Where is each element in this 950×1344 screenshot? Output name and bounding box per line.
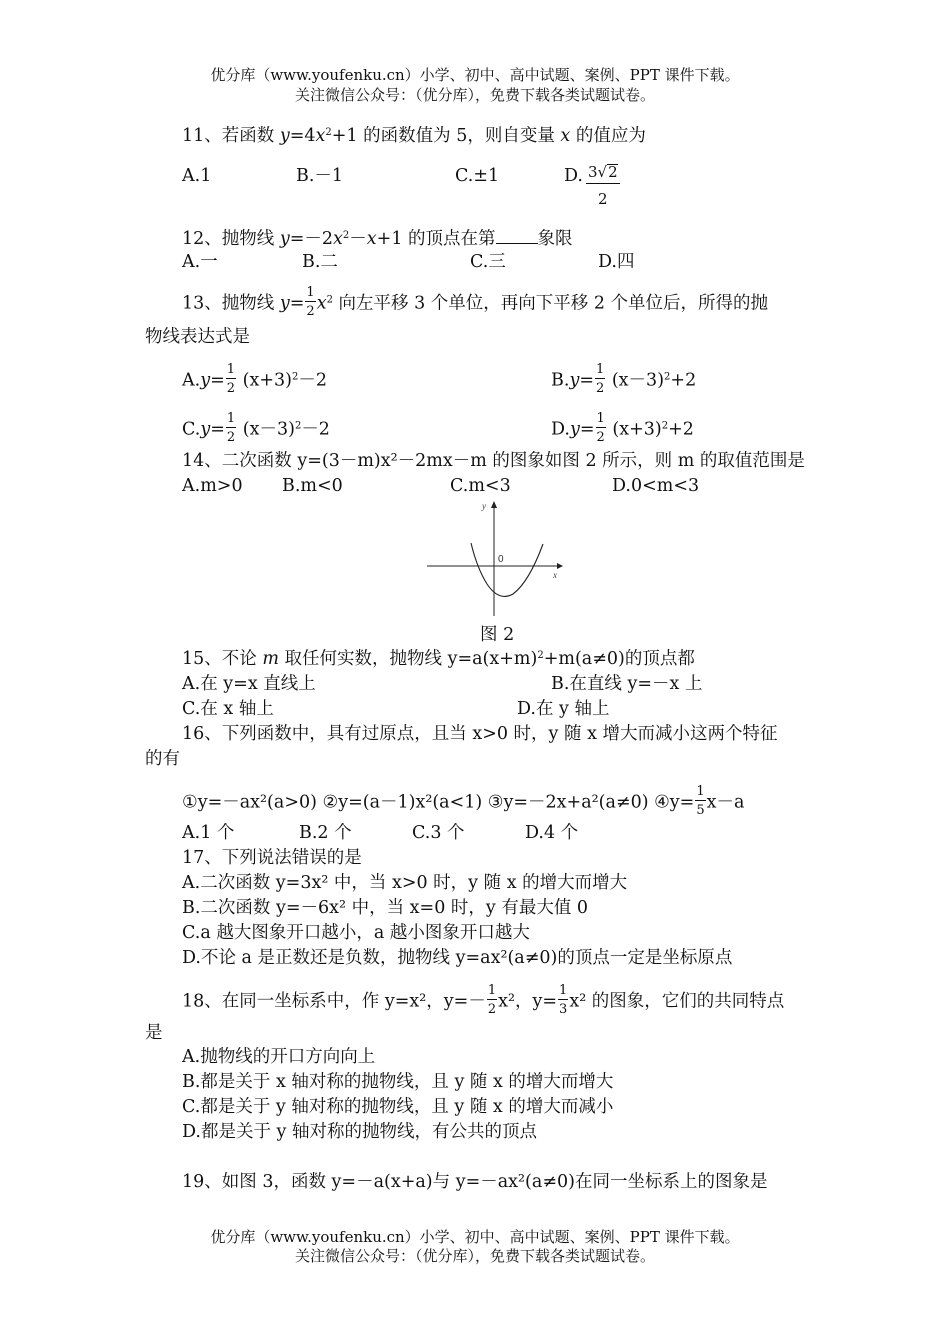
q16-stem: 16、下列函数中，具有过原点，且当 x>0 时，y 随 x 增大而减小这两个特征 bbox=[182, 724, 778, 744]
q15-stem: 15、不论 m 取任何实数，抛物线 $y=a(x+m)^2+m(a\ne 0)$的顶点都 bbox=[182, 649, 695, 669]
q13-option-c: C.y= $\frac{1}{2}$ $(x-3)^2-2$ bbox=[182, 411, 330, 445]
q14-option-d: D.0<m<3 bbox=[612, 476, 700, 496]
q16-stem-line-2: 的有 bbox=[145, 749, 180, 769]
q12-option-d: D.四 bbox=[598, 252, 635, 272]
q18-option-a: A.抛物线的开口方向向上 bbox=[182, 1047, 376, 1067]
q17-option-d: D.不论 a 是正数还是负数，抛物线 y=ax²(a≠0)的顶点一定是坐标原点 bbox=[182, 948, 733, 968]
origin-label: 0 bbox=[498, 554, 504, 565]
x-axis-arrow bbox=[557, 563, 563, 569]
q12-option-c: C.三 bbox=[470, 252, 506, 272]
q16-option-a: A.1 个 bbox=[182, 823, 235, 843]
q14-option-b: B.m<0 bbox=[282, 476, 343, 496]
q14-stem: 14、二次函数 y=(3－m)x²－2mx－m 的图象如图 2 所示，则 m 的取值范围是 bbox=[182, 451, 805, 471]
q15-option-b: B.在直线 y=－x 上 bbox=[551, 674, 703, 694]
q11-stem: 11、若函数 $y=4x^2+1$ 的函数值为 5，则自变量 x 的值应为 bbox=[182, 126, 646, 146]
q16-option-d: D.4 个 bbox=[525, 823, 579, 843]
q18-stem: 18、在同一坐标系中，作 y=x²，y=－ $\frac{1}{2}$ x²，y= $\frac{1}{3}$ x² 的图象，它们的共同特点 bbox=[182, 983, 785, 1017]
figure-2-caption: 图 2 bbox=[480, 625, 515, 645]
q17-option-c: C.a 越大图象开口越小，a 越小图象开口越大 bbox=[182, 923, 530, 943]
parabola-curve bbox=[471, 543, 543, 596]
axis-label-x: x bbox=[553, 570, 557, 580]
q13-option-a: A.y= $\frac{1}{2}$ $(x+3)^2-2$ bbox=[182, 362, 327, 396]
y-axis-arrow bbox=[491, 501, 497, 508]
q11-option-d: D. bbox=[564, 166, 583, 186]
q12-option-b: B.二 bbox=[302, 252, 338, 272]
q11-option-a: A.1 bbox=[182, 166, 212, 186]
q18-option-c: C.都是关于 y 轴对称的抛物线，且 y 随 x 的增大而减小 bbox=[182, 1097, 614, 1117]
q15-option-c: C.在 x 轴上 bbox=[182, 699, 274, 719]
figure-2-graph bbox=[425, 498, 565, 620]
q12-option-a: A.一 bbox=[182, 252, 218, 272]
page-header-line-1: 优分库（www.youfenku.cn）小学、初中、高中试题、案例、PPT 课件下载。 bbox=[210, 66, 740, 84]
q16-option-c: C.3 个 bbox=[412, 823, 465, 843]
q11-option-b: B.－1 bbox=[296, 166, 344, 186]
q13-stem: 13、抛物线 y= $\frac{1}{2}$ $x^2$ 向左平移 3 个单位，再向下平移 2 个单位后，所得的抛 bbox=[182, 285, 769, 319]
q17-option-b: B.二次函数 y=－6x² 中，当 x=0 时，y 有最大值 0 bbox=[182, 898, 589, 918]
q14-option-c: C.m<3 bbox=[450, 476, 511, 496]
q14-option-a: A.m>0 bbox=[182, 476, 243, 496]
q11-option-d-fraction: 3√2 2 bbox=[588, 163, 618, 208]
axis-label-y: y bbox=[482, 501, 486, 511]
page-header-line-2: 关注微信公众号：（优分库），免费下载各类试题试卷。 bbox=[294, 86, 655, 104]
q19-stem: 19、如图 3，函数 y=－a(x+a)与 y=－ax²(a≠0)在同一坐标系上的图象是 bbox=[182, 1172, 768, 1192]
q15-option-d: D.在 y 轴上 bbox=[517, 699, 610, 719]
q17-option-a: A.二次函数 y=3x² 中，当 x>0 时，y 随 x 的增大而增大 bbox=[182, 873, 628, 893]
q16-option-b: B.2 个 bbox=[299, 823, 352, 843]
q16-choices: ①y=－ax²(a>0) ②y=(a－1)x²(a<1) ③y=－2x+a²(a≠0) ④y= $\frac{1}{5}$ x－a bbox=[182, 784, 745, 818]
page-footer-line-2: 关注微信公众号：（优分库），免费下载各类试题试卷。 bbox=[294, 1247, 655, 1265]
q15-option-a: A.在 y=x 直线上 bbox=[182, 674, 316, 694]
q18-stem-line-2: 是 bbox=[145, 1023, 163, 1043]
q13-option-d: D.y= $\frac{1}{2}$ $(x+3)^2+2$ bbox=[551, 411, 694, 445]
q11-option-c: C.±1 bbox=[455, 166, 500, 186]
q18-option-d: D.都是关于 y 轴对称的抛物线，有公共的顶点 bbox=[182, 1122, 537, 1142]
q17-stem: 17、下列说法错误的是 bbox=[182, 848, 362, 868]
q18-option-b: B.都是关于 x 轴对称的抛物线，且 y 随 x 的增大而增大 bbox=[182, 1072, 614, 1092]
answer-blank bbox=[496, 229, 538, 244]
q13-stem-line-2: 物线表达式是 bbox=[145, 327, 250, 347]
q13-option-b: B.y= $\frac{1}{2}$ $(x-3)^2+2$ bbox=[551, 362, 697, 396]
q12-stem: 12、抛物线 $y=-2x^2-x+1$ 的顶点在第 象限 bbox=[182, 229, 573, 249]
page-footer-line-1: 优分库（www.youfenku.cn）小学、初中、高中试题、案例、PPT 课件下载。 bbox=[210, 1228, 740, 1246]
